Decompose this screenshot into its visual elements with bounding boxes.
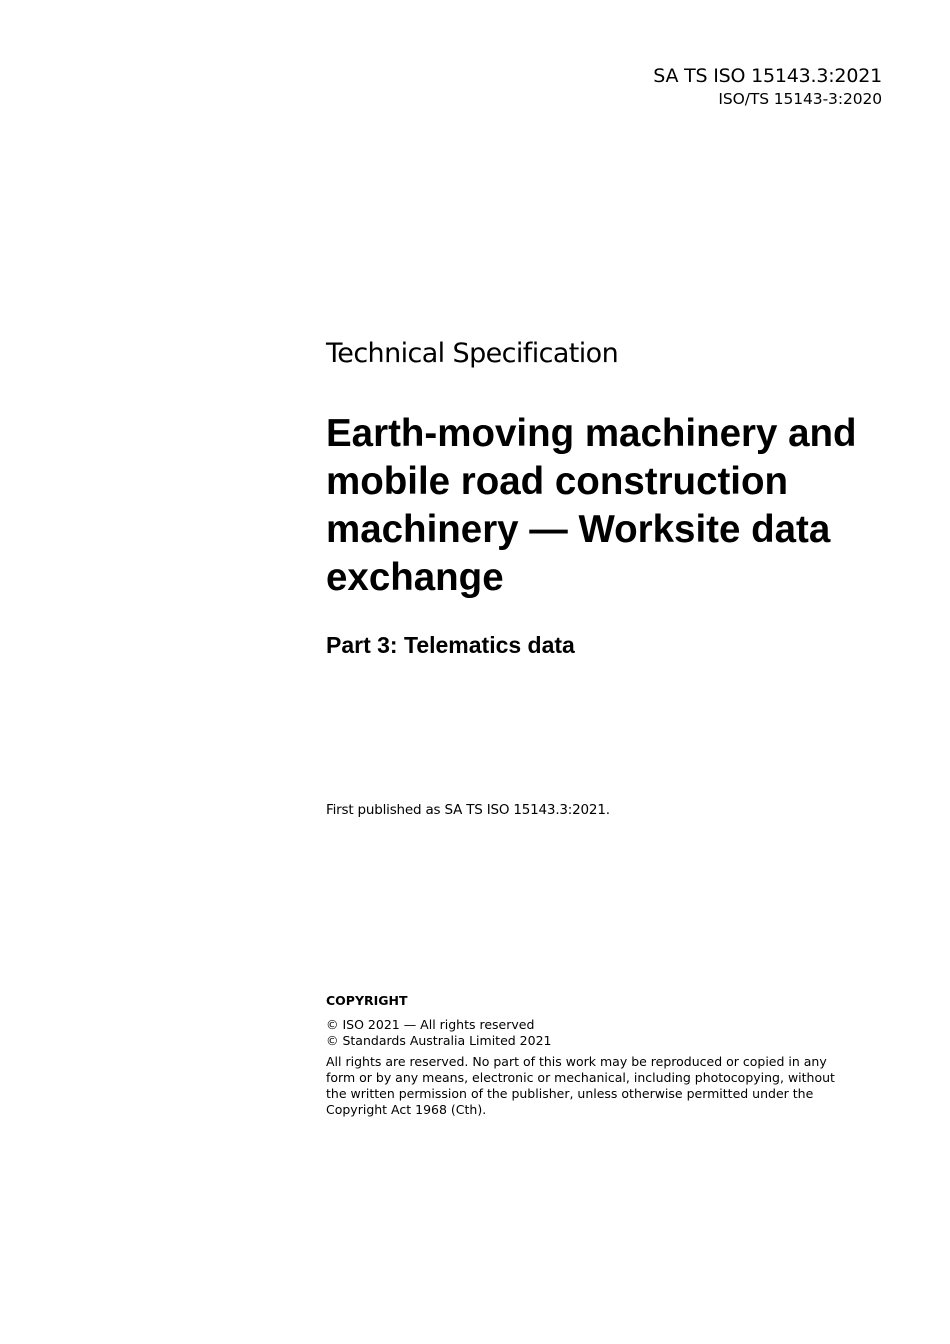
part-title: Part 3: Telematics data xyxy=(326,632,575,658)
copyright-line-iso: © ISO 2021 — All rights reserved xyxy=(326,1017,535,1032)
designation-secondary: ISO/TS 15143-3:2020 xyxy=(718,90,882,108)
document-title: Earth-moving machinery and mobile road construction machinery — Worksite data exchange xyxy=(326,412,857,599)
copyright-lines xyxy=(326,1017,856,1049)
designation-primary: SA TS ISO 15143.3:2021 xyxy=(653,65,882,87)
copyright-line-standards-australia: © Standards Australia Limited 2021 xyxy=(326,1033,552,1048)
copyright-notice: All rights are reserved. No part of this work may be reproduced or copied in any form or by any means, electronic or mechanical, including photocopying, without the written permission of the publisher, unless otherwise permitted under the Copyright Act 1968 (Cth). xyxy=(326,1054,835,1117)
copyright-block xyxy=(326,993,856,1118)
copyright-heading: COPYRIGHT xyxy=(326,993,408,1008)
standard-designation xyxy=(653,64,882,110)
document-type: Technical Specification xyxy=(326,338,619,369)
first-published-note: First published as SA TS ISO 15143.3:2021. xyxy=(326,802,610,818)
